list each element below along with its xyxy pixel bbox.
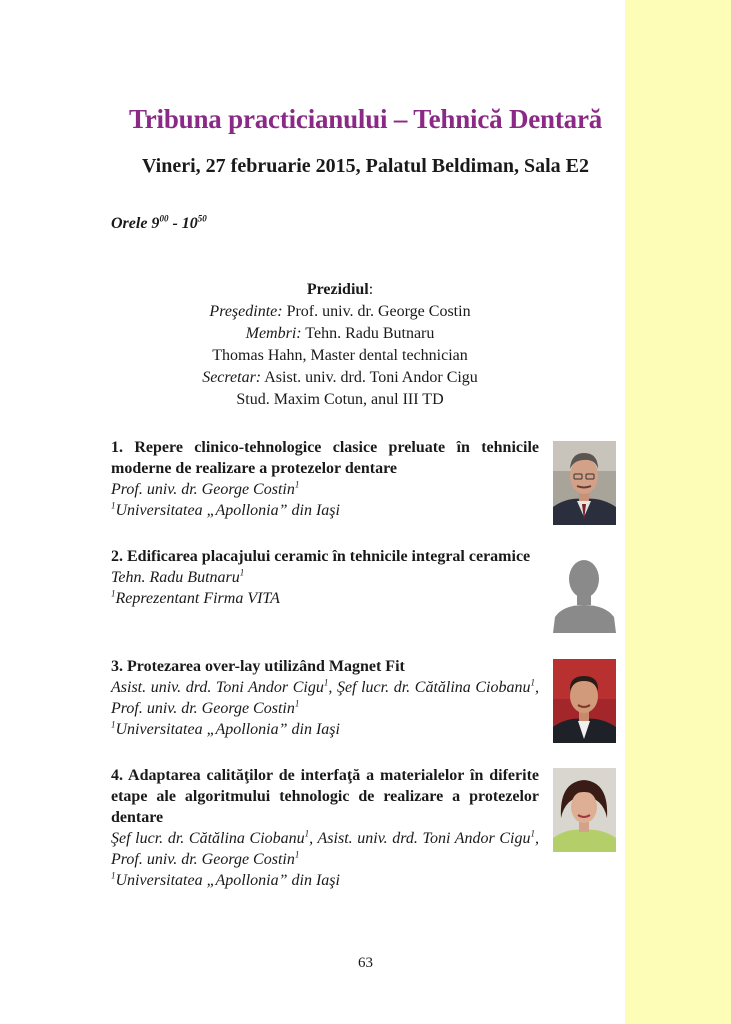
talk-2 <box>111 546 539 609</box>
talk-title: 1. Repere clinico-tehnologice clasice preluate în tehnicile moderne de realizare a protezelor dentare <box>111 439 539 477</box>
talk-1 <box>111 437 539 521</box>
presidium-heading: Prezidiul: <box>306 281 374 298</box>
talk-affiliation: $^1$Universitatea „Apollonia” din Iaşi <box>111 500 340 519</box>
man-portrait-photo <box>553 659 616 743</box>
presidium-members: Membri: Tehn. Radu Butnaru <box>245 325 435 342</box>
session-date-location: Vineri, 27 februarie 2015, Palatul Beldiman, Sala E2 <box>141 155 590 177</box>
side-color-strip <box>625 0 731 1024</box>
talk-authors: Prof. univ. dr. George Costin$^1$ <box>111 479 300 498</box>
presidium-president: Preşedinte: Prof. univ. dr. George Costin <box>209 303 471 320</box>
page-title: Tribuna practicianului – Tehnică Dentară <box>128 104 603 134</box>
session-hours: Orele $9^{00} - 10^{50}$ <box>111 213 207 232</box>
talk-authors: Asist. univ. drd. Toni Andor Cigu$^1$, Şef lucr. dr. Cătălina Ciobanu$^1$, Prof. univ. dr. George Costin$^1$ <box>111 677 540 717</box>
presidium-member-2: Thomas Hahn, Master dental technician <box>212 347 468 364</box>
presidium-secretary: Secretar: Asist. univ. drd. Toni Andor Cigu <box>202 369 478 386</box>
talk-title: 3. Protezarea over-lay utilizând Magnet Fit <box>111 658 405 675</box>
talk-title: 4. Adaptarea calităţilor de interfaţă a materialelor în diferite etape ale algoritmului tehnologic de realizare a protezelor dentare <box>111 767 539 826</box>
talk-authors: Şef lucr. dr. Cătălina Ciobanu$^1$, Asist. univ. drd. Toni Andor Cigu$^1$, Prof. univ. dr. George Costin$^1$ <box>111 828 540 868</box>
woman-portrait-photo <box>553 768 616 852</box>
silhouette-placeholder-icon <box>553 549 616 633</box>
page-number: 63 <box>358 955 373 971</box>
talk-affiliation: $^1$Universitatea „Apollonia” din Iaşi <box>111 719 340 738</box>
presidium-block <box>180 279 500 411</box>
talk-4 <box>111 765 539 891</box>
talk-affiliation: $^1$Universitatea „Apollonia” din Iaşi <box>111 870 340 889</box>
man-portrait-photo <box>553 441 616 525</box>
presidium-secretary-2: Stud. Maxim Cotun, anul III TD <box>236 391 444 408</box>
talk-authors: Tehn. Radu Butnaru$^1$ <box>111 567 245 586</box>
talk-3 <box>111 656 539 740</box>
talk-title: 2. Edificarea placajului ceramic în tehnicile integral ceramice <box>111 548 531 565</box>
talk-affiliation: $^1$Reprezentant Firma VITA <box>111 588 280 607</box>
